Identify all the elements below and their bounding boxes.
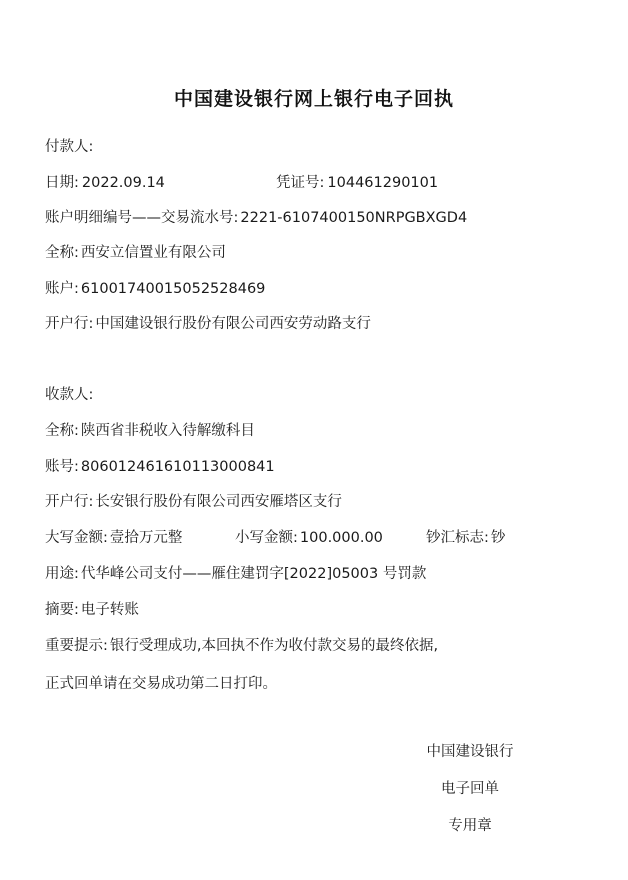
summary-value: 电子转账 bbox=[80, 602, 139, 618]
payer-bank-row bbox=[45, 314, 371, 334]
detail-row bbox=[45, 208, 467, 228]
notice-label: 重要提示: bbox=[45, 638, 108, 654]
amount-lower-row bbox=[235, 528, 383, 548]
payee-account-value: 806012461610113000841 bbox=[80, 459, 275, 475]
summary-row bbox=[45, 600, 139, 620]
notice-line1: 银行受理成功,本回执不作为收付款交易的最终依据, bbox=[109, 638, 439, 654]
payee-name-value: 陕西省非税收入待解缴科目 bbox=[80, 423, 255, 439]
detail-label: 账户明细编号——交易流水号: bbox=[45, 210, 239, 226]
purpose-value: 代华峰公司支付——雁住建罚字[2022]05003 号罚款 bbox=[80, 566, 427, 582]
payer-name-row bbox=[45, 243, 226, 263]
amount-upper-label: 大写金额: bbox=[45, 530, 108, 546]
payer-account-row bbox=[45, 279, 265, 299]
stamp-line1: 中国建设银行 bbox=[426, 744, 514, 760]
payer-date-row bbox=[45, 173, 165, 193]
payee-bank-value: 长安银行股份有限公司西安雁塔区支行 bbox=[95, 494, 342, 510]
currency-row bbox=[426, 528, 505, 548]
amount-upper-row bbox=[45, 528, 182, 548]
stamp-line3: 专用章 bbox=[448, 818, 492, 834]
purpose-label: 用途: bbox=[45, 566, 79, 582]
payee-name-label: 全称: bbox=[45, 423, 79, 439]
payer-name-value: 西安立信置业有限公司 bbox=[80, 245, 226, 261]
detail-value: 2221-6107400150NRPGBXGD4 bbox=[240, 210, 468, 226]
payer-heading: 付款人: bbox=[45, 139, 94, 155]
voucher-value: 104461290101 bbox=[327, 175, 439, 191]
voucher-label: 凭证号: bbox=[276, 175, 325, 191]
payer-bank-label: 开户行: bbox=[45, 316, 94, 332]
payer-bank-value: 中国建设银行股份有限公司西安劳动路支行 bbox=[95, 316, 371, 332]
payer-name-label: 全称: bbox=[45, 245, 79, 261]
payee-name-row bbox=[45, 421, 255, 441]
voucher-row bbox=[276, 173, 438, 193]
stamp-line2: 电子回单 bbox=[441, 781, 499, 797]
payee-bank-row bbox=[45, 492, 342, 512]
amount-lower-label: 小写金额: bbox=[235, 530, 298, 546]
summary-label: 摘要: bbox=[45, 602, 79, 618]
amount-lower-value: 100.000.00 bbox=[299, 530, 383, 546]
payer-account-label: 账户: bbox=[45, 281, 79, 297]
payee-account-label: 账号: bbox=[45, 459, 79, 475]
date-value: 2022.09.14 bbox=[81, 175, 165, 191]
currency-value: 钞 bbox=[490, 530, 506, 546]
date-label: 日期: bbox=[45, 175, 79, 191]
amount-upper-value: 壹拾万元整 bbox=[109, 530, 183, 546]
currency-label: 钞汇标志: bbox=[426, 530, 489, 546]
notice-line2: 正式回单请在交易成功第二日打印。 bbox=[45, 676, 277, 692]
payee-heading: 收款人: bbox=[45, 387, 94, 403]
page-title: 中国建设银行网上银行电子回执 bbox=[173, 88, 454, 110]
purpose-row bbox=[45, 564, 426, 584]
payee-account-row bbox=[45, 457, 275, 477]
notice-row bbox=[45, 636, 438, 656]
payer-account-value: 61001740015052528469 bbox=[80, 281, 266, 297]
payee-bank-label: 开户行: bbox=[45, 494, 94, 510]
